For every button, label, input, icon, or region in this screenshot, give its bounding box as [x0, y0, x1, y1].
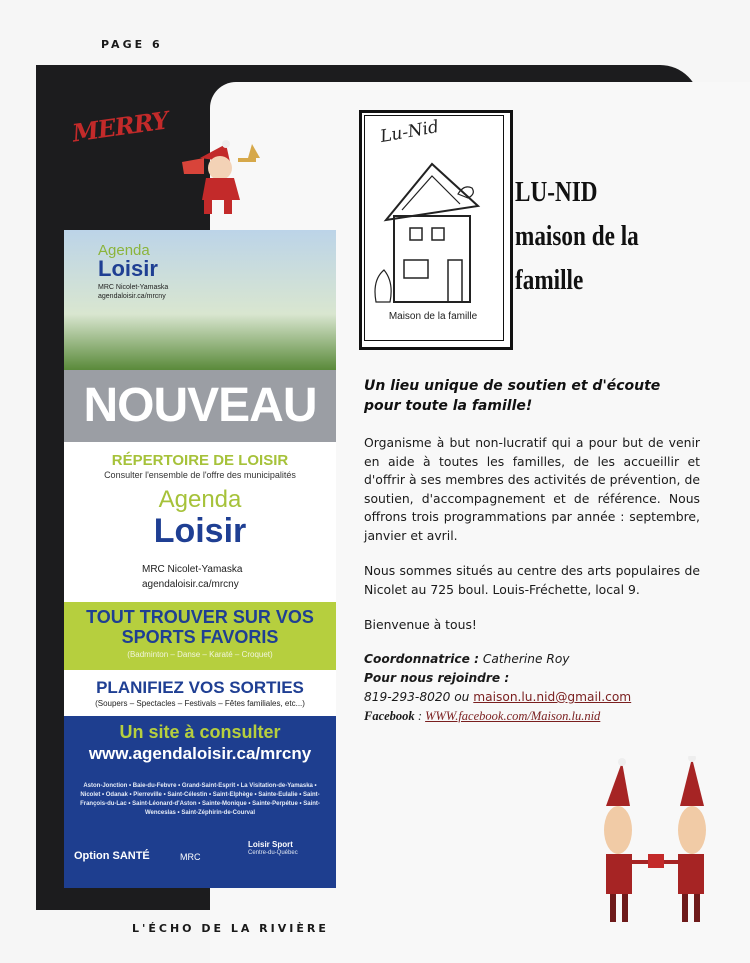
ad-agenda-wordmark: Agenda — [158, 486, 242, 513]
elves-illustration — [592, 756, 722, 936]
org-title-line-2: maison de la — [515, 220, 639, 252]
paragraph-welcome: Bienvenue à tous! — [364, 617, 477, 632]
ad-towns-list: Aston-Jonction • Baie-du-Febvre • Grand-Saint-Esprit • La Visitation-de-Yamaska • Nicolet • Odanak • Pierreville • Saint-Célestin • Saint-Elphège • Sainte-Eulalie • Saint-François-du-Lac • Saint-Léonard-d'Aston • Sainte-Monique • Sainte-Perpétue • Saint-Wenceslas • Saint-Zéphirin-de-Courval — [80, 783, 320, 816]
house-logo-icon — [372, 150, 492, 310]
page-number: PAGE 6 — [101, 38, 163, 51]
paragraph-mission: Organisme à but non-lucratif qui a pour but de venir en aide à toutes les familles, de les accueillir et d'offrir à ses membres des activités de prévention, de soutien, d'accompagnement et de référence. Nous offrons trois programmations par année : septembre, janvier et avril. — [364, 435, 700, 543]
ad-repertoire-title: RÉPERTOIRE DE LOISIR — [111, 452, 289, 469]
ad-outings-title: PLANIFIEZ VOS SORTIES — [96, 678, 304, 697]
merry-decoration-text: MERRY — [70, 105, 170, 148]
join-label: Pour nous rejoindre : — [364, 671, 510, 685]
facebook-sep: : — [417, 709, 422, 723]
ad-header-agenda: Agenda — [98, 242, 150, 259]
lunid-logo-caption: Maison de la famille — [388, 311, 478, 322]
publication-footer: L'ÉCHO DE LA RIVIÈRE — [132, 922, 329, 935]
ad-consult-title: Un site à consulter — [119, 722, 281, 742]
logo-mrc: MRC — [180, 852, 201, 862]
lunid-logo-script: Lu-Nid — [378, 117, 441, 147]
coordinator-name: Catherine Roy — [482, 652, 570, 666]
org-title — [515, 170, 639, 302]
org-title-line-3: famille — [515, 264, 584, 296]
logo-option-sante: Option SANTÉ — [74, 850, 150, 862]
facebook-line — [364, 707, 704, 726]
santa-illustration — [182, 140, 272, 220]
ad-mrc-name: MRC Nicolet-Yamaska — [142, 564, 243, 575]
paragraph-address: Nous sommes situés au centre des arts populaires de Nicolet au 725 boul. Louis-Fréchette, local 9. — [364, 563, 700, 597]
facebook-label: Facebook — [364, 709, 415, 723]
or-text: ou — [454, 690, 470, 704]
tagline: Un lieu unique de soutien et d'écoute pour toute la famille! — [364, 378, 661, 414]
description — [364, 434, 700, 652]
ad-outings-subtitle: (Soupers – Spectacles – Festivals – Fêtes familiales, etc...) — [95, 699, 305, 708]
phone-email-line — [364, 688, 704, 707]
phone-number: 819-293-8020 — [364, 690, 451, 704]
ad-repertoire-subtitle: Consulter l'ensemble de l'offre des municipalités — [104, 470, 296, 480]
ad-header-loisir: Loisir — [98, 256, 158, 281]
contact-block — [364, 650, 704, 726]
ad-loisir-wordmark: Loisir — [153, 512, 247, 550]
ad-sponsor-logos — [72, 822, 328, 882]
ad-sports-subtitle: (Badminton – Danse – Karaté – Croquet) — [127, 650, 273, 659]
logo-loisir-sport-sub: Centre-du-Québec — [248, 850, 298, 856]
ad-sports-title: TOUT TROUVER SUR VOS SPORTS FAVORIS — [86, 607, 314, 647]
logo-loisir-sport: Loisir Sport — [248, 840, 293, 849]
ad-header-url: agendaloisir.ca/mrcny — [98, 293, 166, 300]
ad-nouveau-banner: NOUVEAU — [64, 370, 336, 442]
ad-header-mrc: MRC Nicolet-Yamaska — [98, 284, 169, 291]
coordinator-line — [364, 650, 704, 669]
agenda-loisir-ad — [64, 230, 336, 888]
org-title-line-1: LU-NID — [515, 176, 598, 208]
ad-consult-url: www.agendaloisir.ca/mrcny — [88, 744, 312, 763]
coordinator-label: Coordonnatrice : — [364, 652, 479, 666]
facebook-link[interactable]: WWW.facebook.com/Maison.lu.nid — [425, 709, 601, 723]
email-link[interactable]: maison.lu.nid@gmail.com — [473, 690, 632, 704]
ad-site-url: agendaloisir.ca/mrcny — [142, 579, 239, 590]
